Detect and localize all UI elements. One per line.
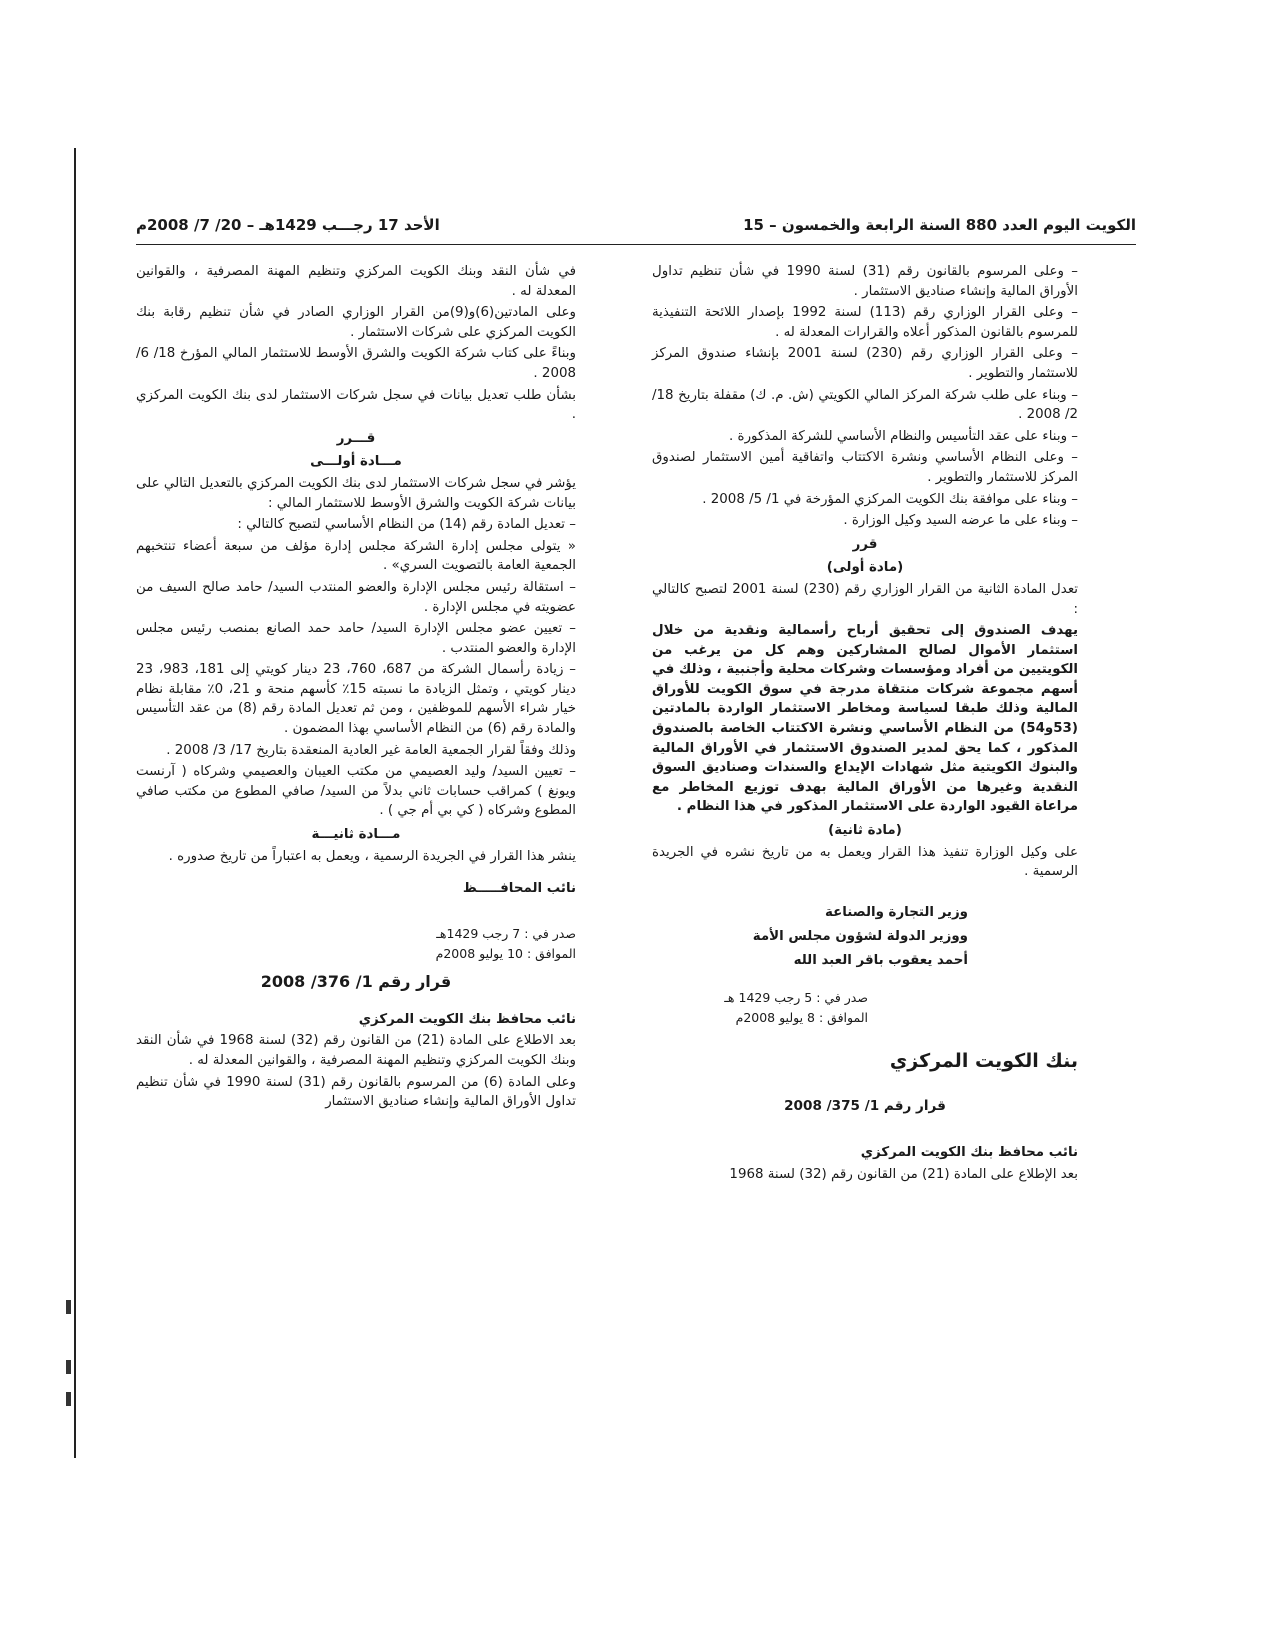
issuer-text: وعلى المادة (6) من المرسوم بالقانون رقم (31) لسنة 1990 في شأن تنظيم تداول الأوراق المالية وإنشاء صناديق الاستثمار (136, 1074, 577, 1110)
article-heading: مـــادة ثانيـــة (311, 827, 401, 843)
issued-hijri: صدر في : 7 رجب 1429هـ (436, 926, 576, 942)
left-column (136, 262, 576, 1114)
article-intro: يؤشر في سجل شركات الاستثمار لدى بنك الكويت المركزي بالتعديل التالي على بيانات شركة الكويت والشرق الأوسط للاستثمار المالي : (136, 475, 576, 511)
issued-gregorian: الموافق : 8 يوليو 2008م (735, 1009, 868, 1025)
issuer-text: بعد الاطلاع على المادة (21) من القانون رقم (32) لسنة 1968 في شأن النقد وبنك الكويت المركزي وتنظيم المهنة المصرفية ، والقوانين المعدلة له . (136, 1033, 577, 1068)
list-item: – تعديل المادة رقم (14) من النظام الأساسي لتصبح كالتالي : (237, 517, 576, 533)
preamble-item: – وبناء على ما عرضه السيد وكيل الوزارة . (843, 513, 1078, 529)
scan-mark (66, 1360, 71, 1374)
article-heading: (مادة ثانية) (828, 823, 902, 839)
signatory-title: نائب المحافـــــظ (462, 881, 576, 897)
issue-info: الكويت اليوم العدد 880 السنة الرابعة والخمسون – 15 (743, 216, 1136, 234)
preamble-item: وعلى المادتين(6)و(9)من القرار الوزاري الصادر في شأن تنظيم رقابة بنك الكويت المركزي على شركات الاستثمار . (136, 305, 577, 340)
preamble-item: – وعلى النظام الأساسي ونشرة الاكتتاب واتفاقية أمين الاستثمار لصندوق المركز للاستثمار والتطوير . (652, 450, 1078, 485)
list-item: « يتولى مجلس إدارة الشركة مجلس إدارة مؤلف من سبعة أعضاء تنتخبهم الجمعية العامة بالتصويت السري» . (136, 538, 576, 574)
signatory-title: ووزير الدولة لشؤون مجلس الأمة (752, 928, 968, 944)
right-column (652, 262, 1078, 1186)
scan-mark (66, 1392, 71, 1406)
article-text: ينشر هذا القرار في الجريدة الرسمية ، ويعمل به اعتباراً من تاريخ صدوره . (168, 848, 576, 864)
decision-word: قـــرر (336, 430, 376, 446)
running-header (136, 214, 1136, 245)
article-heading: (مادة أولى) (826, 560, 904, 576)
issue-date-block (652, 988, 1078, 1028)
article-text: تعدل المادة الثانية من القرار الوزاري رقم (230) لسنة 2001 لتصبح كالتالي : (652, 581, 1078, 617)
preamble-item: – وعلى القرار الوزاري رقم (113) لسنة 1992 بإصدار اللائحة التنفيذية للمرسوم بالقانون المذكور أعلاه والقرارات المعدلة له . (652, 305, 1078, 340)
preamble-item: في شأن النقد وبنك الكويت المركزي وتنظيم المهنة المصرفية ، والقوانين المعدلة له . (136, 264, 576, 299)
article-body: يهدف الصندوق إلى تحقيق أرباح رأسمالية ونقدية من خلال استثمار الأموال لصالح المشاركين وهم كل من يرغب من الكويتيين من أفراد ومؤسسات وشركات محلية وأجنبية ، وذلك في أسهم مجموعة شركات منتقاة مدرجة في سوق الكويت للأوراق المالية وذلك طبقا لسياسة ومخاطر الاستثمار الواردة بالمادتين (53و54) من النظام الأساسي ونشرة الاكتتاب الخاصة بالصندوق المذكور ، كما يحق لمدير الصندوق الاستثمار في الأوراق المالية والبنوك الكويتية مثل شهادات الإيداع والسندات وصناديق السوق النقدية وغيرها من الأوراق المالية بهدف توزيع المخاطر مع مراعاة القيود الواردة على الاستثمار المذكور في هذا النظام . (652, 623, 1078, 815)
issued-hijri: صدر في : 5 رجب 1429 هـ (724, 989, 868, 1005)
issue-date-block (136, 924, 576, 964)
scan-mark (66, 1300, 71, 1314)
article-text: على وكيل الوزارة تنفيذ هذا القرار ويعمل به من تاريخ نشره في الجريدة الرسمية . (652, 844, 1078, 880)
preamble-item: – وبناء على موافقة بنك الكويت المركزي المؤرخة في 1/ 5/ 2008 . (702, 491, 1078, 507)
article-heading: مـــادة أولـــى (310, 454, 402, 470)
preamble-item: – وعلى المرسوم بالقانون رقم (31) لسنة 1990 في شأن تنظيم تداول الأوراق المالية وإنشاء صناديق الاستثمار . (652, 264, 1079, 299)
decision-number: قرار رقم 1/ 375/ 2008 (784, 1098, 946, 1115)
signature-block (652, 902, 1078, 972)
scan-margin-line (74, 148, 76, 1458)
preamble-item: – وعلى القرار الوزاري رقم (230) لسنة 2001 بإنشاء صندوق المركز للاستثمار والتطوير . (652, 346, 1078, 381)
list-item: وذلك وفقاً لقرار الجمعية العامة غير العادية المنعقدة بتاريخ 17/ 3/ 2008 . (166, 742, 576, 758)
decision-word: قرر (852, 536, 878, 552)
bank-title: بنك الكويت المركزي (889, 1049, 1078, 1072)
decision-number: قرار رقم 1/ 376/ 2008 (260, 972, 452, 992)
issue-date: الأحد 17 رجـــب 1429هـ – 20/ 7/ 2008م (136, 216, 440, 234)
issuer-title: نائب محافظ بنك الكويت المركزي (860, 1145, 1078, 1160)
preamble-item: – وبناء على عقد التأسيس والنظام الأساسي للشركة المذكورة . (729, 428, 1078, 444)
preamble-item: بشأن طلب تعديل بيانات في سجل شركات الاستثمار لدى بنك الكويت المركزي . (136, 387, 576, 423)
list-item: – تعيين عضو مجلس الإدارة السيد/ حامد حمد الصانع بمنصب رئيس مجلس الإدارة والعضو المنتدب . (136, 621, 576, 656)
issuer-title: نائب محافظ بنك الكويت المركزي (358, 1011, 576, 1027)
issuer-text: بعد الإطلاع على المادة (21) من القانون رقم (32) لسنة 1968 (729, 1166, 1078, 1182)
list-item: – زيادة رأسمال الشركة من 687، 760، 23 دينار كويتي إلى 181، 983، 23 دينار كويتي ، وتمثل الزيادة ما نسبته 15٪ كأسهم منحة و 21، 0٪ مقابلة نظام خيار شراء الأسهم للموظفين ، ومن ثم تعديل المادة رقم (8) من عقد التأسيس والمادة رقم (6) من النظام الأساسي بهذا المضمون . (136, 662, 576, 737)
issued-gregorian: الموافق : 10 يوليو 2008م (435, 946, 576, 962)
list-item: – تعيين السيد/ وليد العصيمي من مكتب العيبان والعصيمي وشركاه ( آرنست ويونغ ) كمراقب حسابات ثاني بدلاً من السيد/ صافي المطوع من مكتب صافي المطوع وشركاه ( كي بي أم جي ) . (136, 764, 576, 819)
signatory-name: أحمد يعقوب باقر العبد الله (793, 952, 968, 968)
preamble-item: وبناءً على كتاب شركة الكويت والشرق الأوسط للاستثمار المالي المؤرخ 18/ 6/ 2008 . (136, 346, 576, 381)
preamble-item: – وبناء على طلب شركة المركز المالي الكويتي (ش. م. ك) مقفلة بتاريخ 18/ 2/ 2008 . (652, 387, 1078, 423)
list-item: – استقالة رئيس مجلس الإدارة والعضو المنتدب السيد/ حامد صالح السيف من عضويته في مجلس الإدارة . (136, 579, 576, 615)
signatory-title: وزير التجارة والصناعة (825, 904, 968, 920)
